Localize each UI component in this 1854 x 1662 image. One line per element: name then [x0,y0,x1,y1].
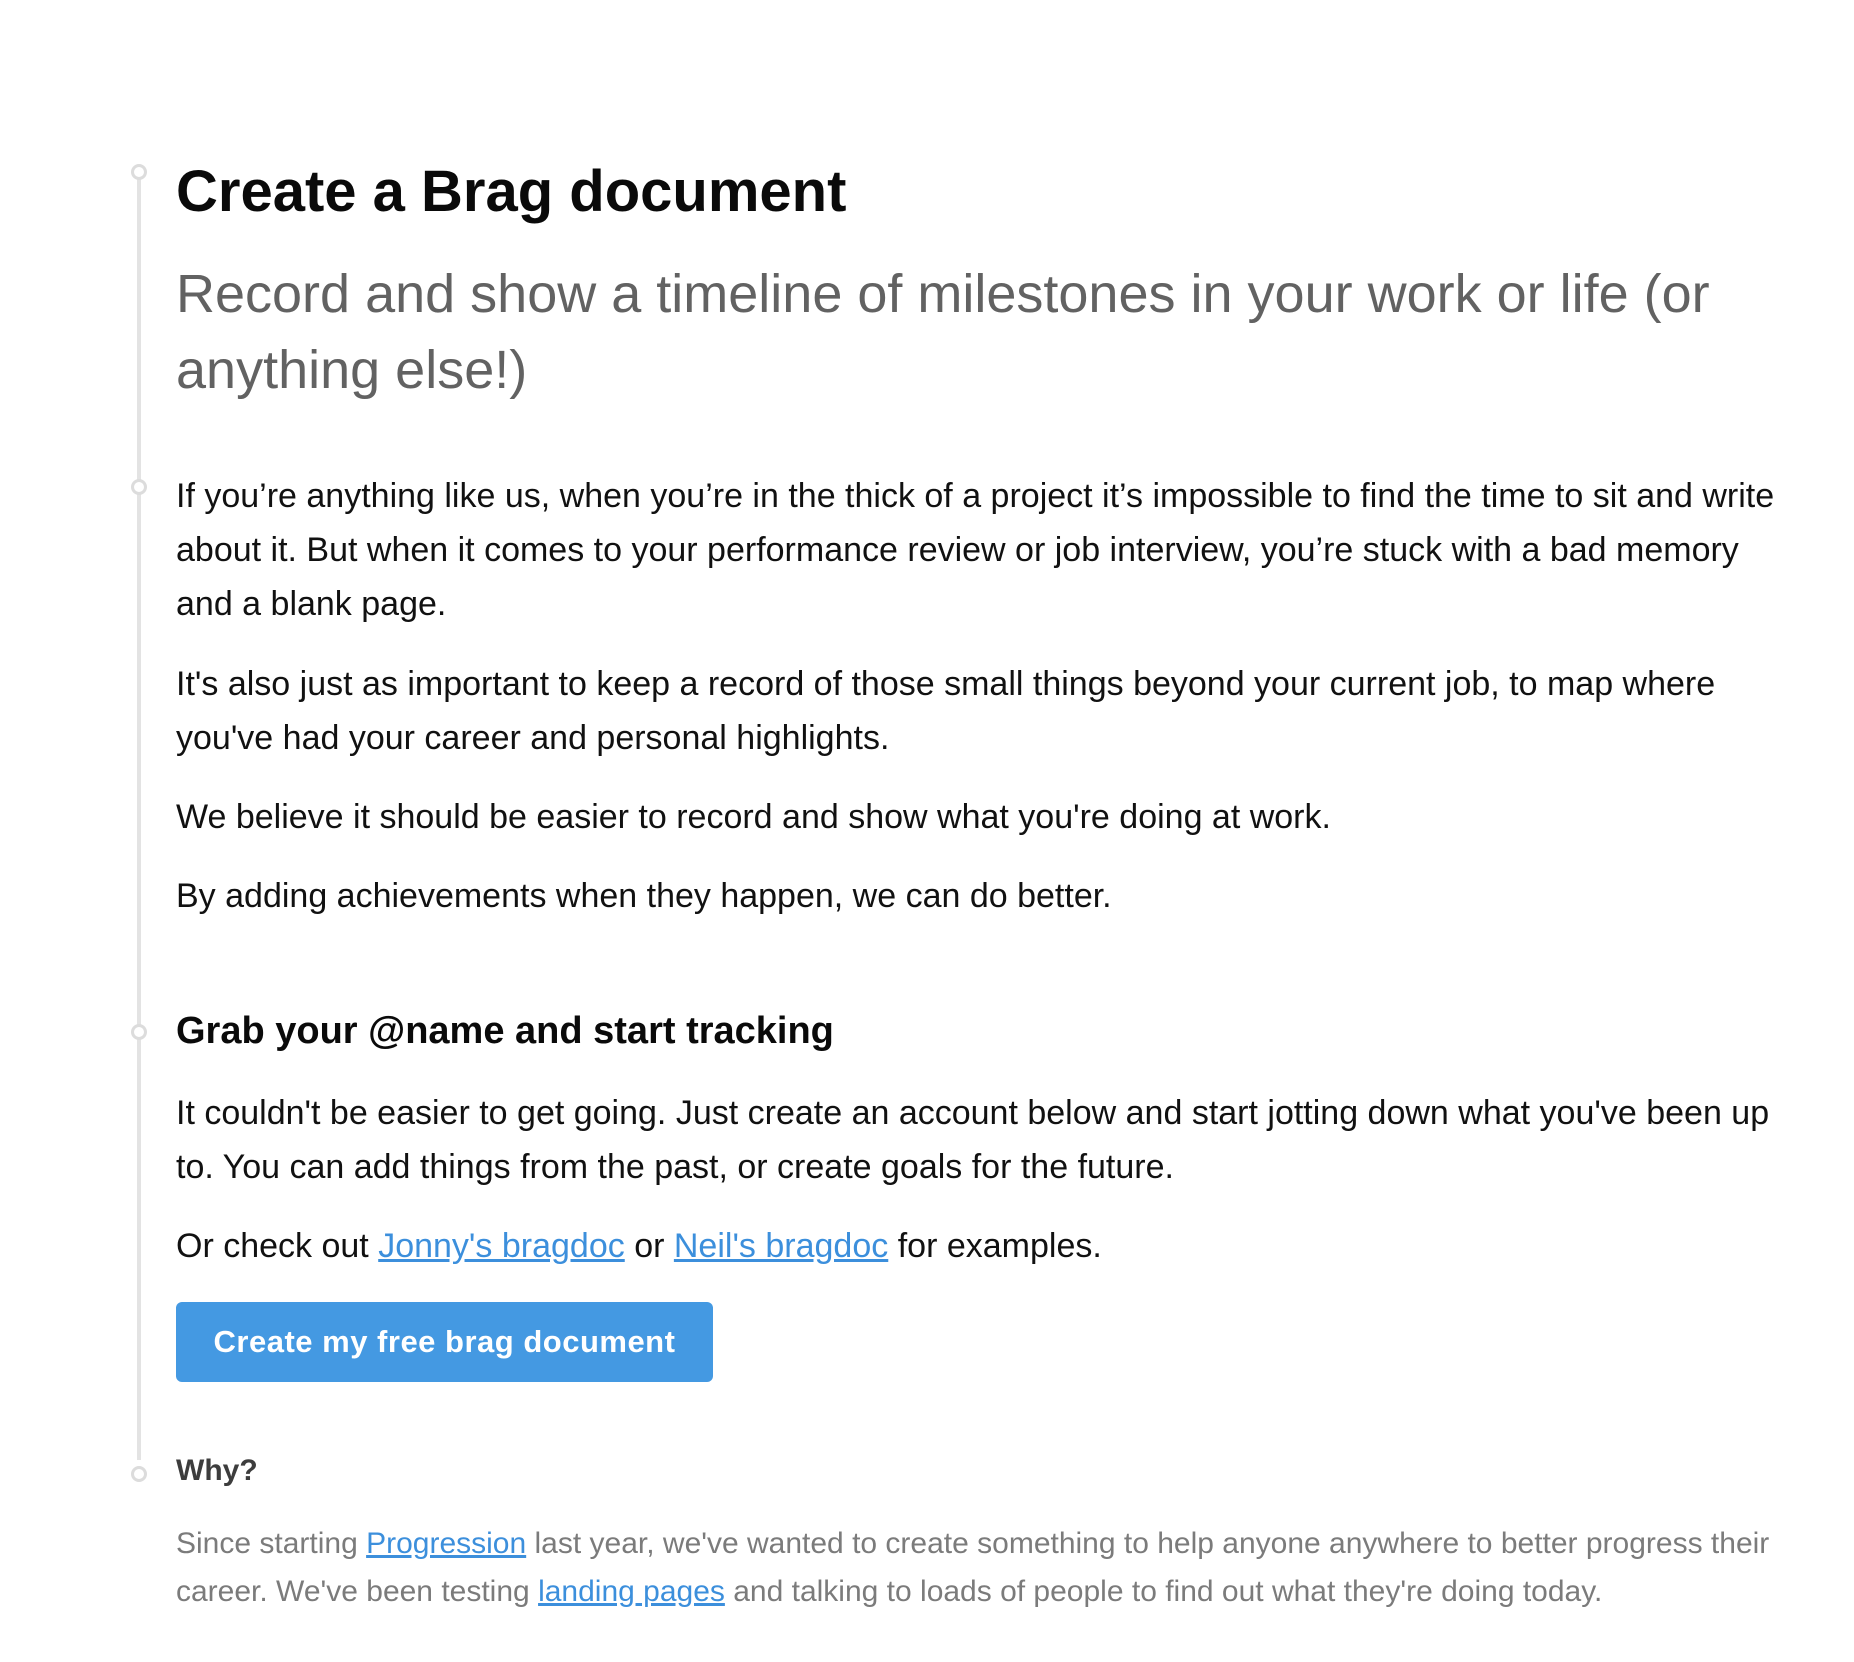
why-text-part-1: Since starting [176,1527,367,1560]
intro-paragraph-4: By adding achievements when they happen, we can do better. [176,877,1112,915]
why-heading: Why? [176,1454,258,1487]
examples-paragraph [176,1219,1796,1273]
timeline-node-why [131,1466,147,1482]
signup-heading: Grab your @name and start tracking [176,1010,834,1052]
examples-prefix: Or check out [176,1227,379,1265]
landing-pages-link[interactable]: landing pages [538,1575,725,1608]
create-brag-document-button[interactable]: Create my free brag document [176,1302,713,1382]
examples-suffix: for examples. [888,1227,1102,1265]
page-title: Create a Brag document [176,159,847,224]
examples-middle: or [624,1227,674,1265]
timeline-node-title [131,164,147,180]
why-paragraph [176,1520,1796,1616]
why-text-part-3: and talking to loads of people to find out what they're doing today. [724,1575,1603,1608]
intro-paragraph-2: It's also just as important to keep a record of those small things beyond your current job, to map where you've had your career and personal highlights. [176,665,1716,757]
jonny-bragdoc-link[interactable]: Jonny's bragdoc [378,1227,625,1265]
neil-bragdoc-link[interactable]: Neil's bragdoc [673,1227,889,1265]
intro-paragraph-3: We believe it should be easier to record and show what you're doing at work. [176,798,1331,836]
why-text-part-2: last year, we've wanted to create something to help anyone anywhere to better progress their career. We've been testing [176,1527,1770,1608]
timeline-line [137,176,141,1460]
signup-paragraph: It couldn't be easier to get going. Just create an account below and start jotting down what you've been up to. You can add things from the past, or create goals for the future. [176,1094,1770,1186]
timeline-node-intro [131,479,147,495]
intro-paragraph-1: If you’re anything like us, when you’re in the thick of a project it’s impossible to find the time to sit and write about it. But when it comes to your performance review or job interview, you’re stuck with a bad memory and a blank page. [176,477,1775,623]
page-subtitle: Record and show a timeline of milestones in your work or life (or anything else!) [176,264,1710,400]
timeline-node-signup [131,1024,147,1040]
progression-link[interactable]: Progression [366,1527,527,1560]
